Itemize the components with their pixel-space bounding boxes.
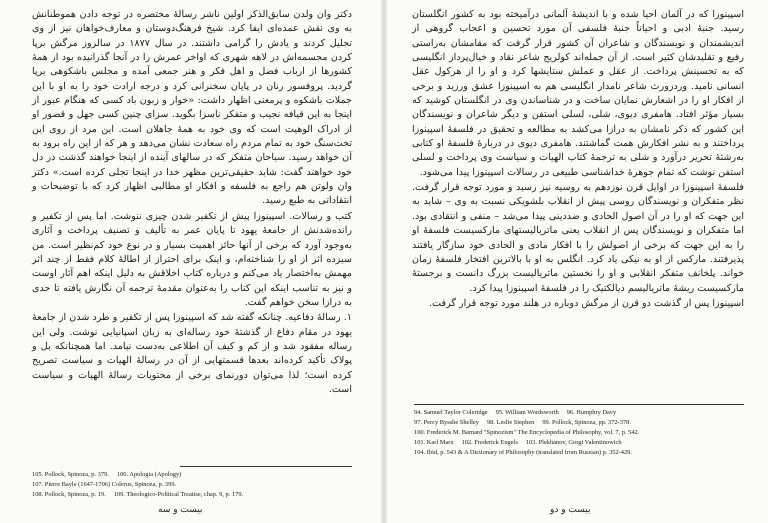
- footnote: 107. Pierre Bayle (1647-1706) Colerus, Spinoza, p. 399.: [32, 481, 177, 488]
- footnote: 101. Karl Marx: [414, 439, 454, 446]
- footnote: 98. Leslie Stephen: [486, 419, 535, 426]
- footnote: 96. Humphry Davy: [566, 409, 617, 416]
- footnote-row: [414, 438, 744, 448]
- footnote-rule: [180, 466, 352, 467]
- footnote: 105. Pollock, Spinoza, p. 379.: [32, 471, 109, 478]
- right-paragraph: فلسفهٔ اسپینوزا در اوایل قرن نوزدهم به روسیه نیز رسید و مورد توجه قرار گرفت. نظر متفکران و نویسندگان روسی پیش از انقلاب بلشویکی نسبت به وی – شاید به این جهت که او را در آن اصول الحادی و ضددینی پیدا می‌شد – منفی و انتقادی بود. اما متفکران و نویسندگان پس از انقلاب یعنی ماتریالیستهای مارکسیست فلسفهٔ او را به این جهت که برخی از اصولش را با افکار مادی و الحادی خود سازگار یافتند پذیرفتند. مارکس از او به نیکی یاد کرد. انگلس به او با بالاترین افتخار فلسفهٔ زمان خواند. پلخانف متفکر انقلابی و او را نخستین ماتریالیست بزرگ دانست و برجستهٔ مارکسیست ریشهٔ ماتریالیسم دیالکتیک را در فلسفهٔ اسپینوزا پیدا کرد.: [412, 182, 744, 294]
- right-paragraph: اسپینوزا پس از گذشت دو قرن از مرگش دوباره در هلند مورد توجه قرار گرفت.: [429, 297, 744, 309]
- footnote: 106. Apologia (Apology): [116, 471, 182, 478]
- left-footnotes: [32, 470, 354, 500]
- right-footnotes: [414, 408, 744, 458]
- footnote-row: [414, 428, 744, 438]
- footnote: 99. Pollock, Spinoza, pp. 372-378.: [542, 419, 631, 426]
- footnote-row: [32, 470, 354, 480]
- right-page: [384, 0, 768, 523]
- left-paragraph: ۱. رسالهٔ دفاعیه. چنانکه گفته شد که اسپینوزا پس از تکفیر و طرد شدن از جامعهٔ یهود در مقام دفاع از گذشتهٔ خود رساله‌ای به زبان اسپانیایی نوشت. ولی این رساله مفقود شد و از کم و کیف آن اطلاعی به‌دست نیامد. اما همچنانکه بل و پولاک تأکید کرده‌اند بعدها قسمتهایی از آن در رسالهٔ الهیات و سیاست تصریح کرده است؛ لذا می‌توان دورنمای برخی از محتویات رسالهٔ الهیات و سیاست است.: [32, 312, 352, 395]
- left-page-number: بیست و سه: [158, 505, 203, 515]
- footnote: 97. Percy Bysshe Shelley: [414, 419, 479, 426]
- footnote-row: [32, 480, 354, 490]
- footnote: 104. Ibid, p. 543 & A Dictionary of Philosophy (translated from Russian) p. 352-429.: [414, 449, 632, 456]
- left-body-text: [32, 8, 352, 398]
- footnote: 94. Samuel Taylor Coleridge: [414, 409, 488, 416]
- footnote-row: [414, 418, 744, 428]
- footnote-row: [32, 490, 354, 500]
- footnote: 95. William Wordsworth: [495, 409, 559, 416]
- footnote: 102. Frederick Engels: [461, 439, 518, 446]
- right-paragraph: اسپینوزا که در آلمان احیا شده و با اندیشهٔ آلمانی درآمیخته بود به کشور انگلستان رسید. جنبهٔ ادبی و احیاناً جنبهٔ فلسفی آن مورد تحسین و اعجاب گروهی از اندیشمندان و نویسندگان و شاعران آن کشور قرار گرفت که مقامشان به‌راستی رفیع و تقلیدشان کثیر است. از آن جمله‌اند کولریج شاعر نقاد و خیال‌پرداز انگلیسی که به تحسینش پرداخت. از عقل و عملش ستایشها کرد و او را از هرکول عقل انسانی نامید. وردزورث شاعر نامدار انگلیسی هم به اسپینوزا عشق ورزید و برخی از افکار او را در اشعارش نمایان ساخت و در شناساندن وی در انگلستان کوشید که بسیار مؤثر افتاد. هامفری دیوی، شلی، لسلی استفن و دیگر شاعران و نویسندگان این کشور که ذکر نامشان به درازا می‌کشد به مطالعه و تحقیق در فلسفهٔ اسپینوزا پرداختند و به نشر افکارش همت گماشتند. هامفری دیوی در دربارهٔ فلسفهٔ او کتابی به‌رشتهٔ تحریر درآورد و شلی به ترجمهٔ کتاب الهیات و سیاست وی پرداخت و لسلی استفن نوشت که تمام جوهرهٔ خداشناسی طبیعی در رسالات اسپینوزا پیدا می‌شود.: [412, 9, 744, 178]
- footnote-rule: [414, 404, 744, 405]
- footnote-row: [414, 448, 744, 458]
- right-page-number: بیست و دو: [550, 505, 591, 515]
- left-paragraph: کتب و رسالات. اسپینوزا پیش از تکفیر شدن چیزی ننوشت. اما پس از تکفیر و رانده‌شدنش از جامعهٔ یهود تا پایان عمر به تألیف و تصنیف پرداخت و آثاری به‌وجود آورد که برخی از آنها حائز اهمیت بسیار و در نوع خود کم‌نظیر است. من سیزده اثر از او را شناخته‌ام، و اینک برای احتراز از اطالهٔ کلام فقط از چند اثر مهمش به‌اختصار یاد می‌کنم و درباره کتاب اخلاقش به دلیل اینکه اهم آثار اوست و نیز به تناسب اینکه این کتاب را به‌عنوان مقدمهٔ ترجمه آن نگارش یافته تا حدی به درازا سخن خواهم گفت.: [32, 210, 352, 308]
- footnote: 100. Frederick M. Barnard "Spinozism" The Encyclopedia of Philosophy, vol. 7, p. 542.: [414, 429, 640, 436]
- footnote: 109. Theologico-Political Treatise, chap. 9, p. 179.: [113, 491, 244, 498]
- footnote: 103. Plekhanov, Gorgi Valentinowich: [525, 439, 622, 446]
- footnote: 108. Pollock, Spinoza, p. 19.: [32, 491, 106, 498]
- right-body-text: [412, 8, 744, 312]
- footnote-row: [414, 408, 744, 418]
- left-paragraph: دکتر وان ولدن سابق‌الذکر اولین ناشر رسالهٔ مختصره در توجه دادن هموطنانش به وی نقش عمده‌ای ایفا کرد. شیخ فرهنگ‌دوستان و معارف‌خواهان نیز از وی تجلیل کردند و یادش را گرامی داشتند. در سال ۱۸۷۷ در سالروز مرگش برپا کردن مجسمه‌اش در لاهه شهری که اواخر عمرش را در آنجا گذرانیده بود از همهٔ کشورها از ارباب فضل و اهل فکر و هنر جمعی آمده و مجلس باشکوهی برپا گردید. پروفسور رنان در پایان سخنرانی کرد و درجه ارادت خود را به او با این جملات باشکوه و پرمعنی اظهار داشت: «خوار و زبون باد کسی که هنگام عبور از اینجا به این قیافه نجیب و متفکر ناسزا بگوید. سزای چنین کسی جهل و قصور او از ادراک الوهیت است که وی خود به همهٔ جاهلان است. این مرد از روی این تخت‌سنگ خود به تمام مردم راه سعادت نشان می‌دهد و هر که از این راه برود به آن خواهد رسید. سیاحان متفکر که در سالهای آینده از اینجا خواهند گذشت در دل خود خواهند گفت: شاید حقیقی‌ترین مظهر خدا در اینجا تجلی کرده است.» دکتر وان ولوتن هم راجع به فلسفه و افکار او مطالبی اظهار کرد که با توضیحات و انتقاداتی به طبع رسید.: [32, 9, 353, 207]
